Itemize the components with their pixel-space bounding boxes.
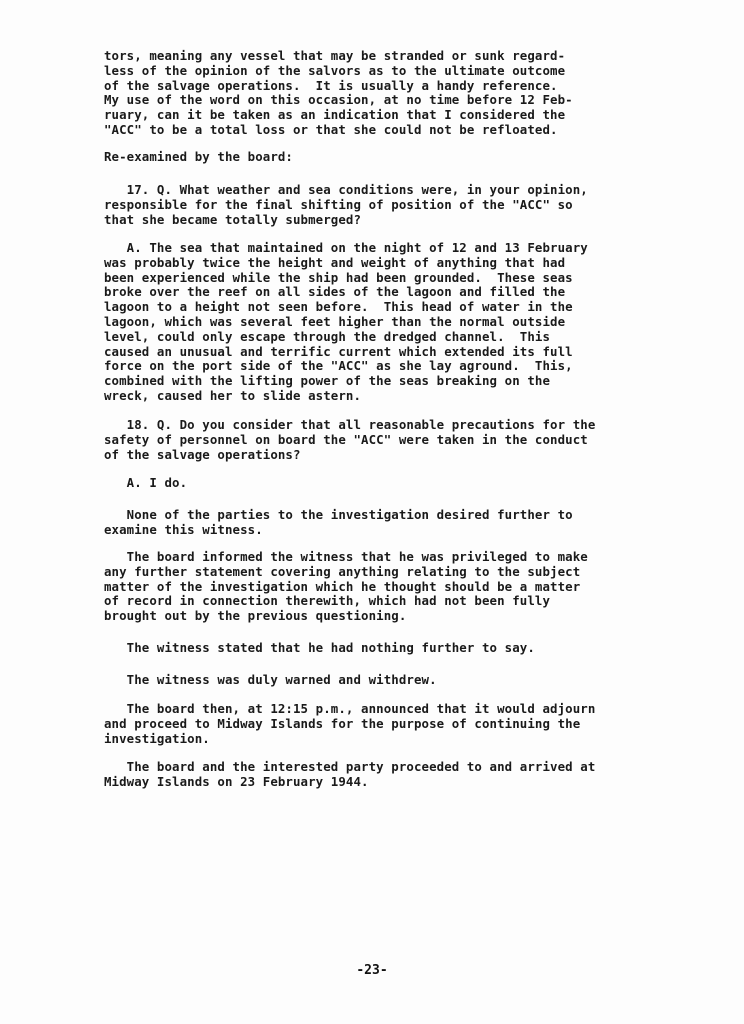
paragraph-nothing-further xyxy=(104,641,679,656)
text-line: My use of the word on this occasion, at no time before 12 Feb- xyxy=(104,92,573,108)
text-line: less of the opinion of the salvors as to the ultimate outcome xyxy=(104,62,566,78)
question-17 xyxy=(104,183,679,227)
text-line: The witness was duly warned and withdrew. xyxy=(104,672,437,687)
text-line: lagoon to a height not seen before. This head of water in the xyxy=(104,299,573,315)
text-line: caused an unusual and terrific current which extended its full xyxy=(104,343,573,359)
paragraph-arrived-midway xyxy=(104,760,679,790)
text-line: 18. Q. Do you consider that all reasonable precautions for the xyxy=(104,417,596,432)
text-line: was probably twice the height and weight of anything that had xyxy=(104,254,566,270)
text-line: any further statement covering anything relating to the subject xyxy=(104,563,581,579)
text-line: Re-examined by the board: xyxy=(104,149,293,164)
text-line: tors, meaning any vessel that may be stranded or sunk regard- xyxy=(104,48,566,63)
text-line: None of the parties to the investigation desired further to xyxy=(104,507,573,522)
answer-18 xyxy=(104,476,679,491)
text-line: force on the port side of the "ACC" as she lay aground. This, xyxy=(104,358,573,374)
text-line: A. The sea that maintained on the night of 12 and 13 February xyxy=(104,240,588,255)
text-line: "ACC" to be a total loss or that she could not be refloated. xyxy=(104,121,558,137)
text-line: A. I do. xyxy=(104,475,188,490)
text-line: combined with the lifting power of the seas breaking on the xyxy=(104,373,551,389)
text-line: Midway Islands on 23 February 1944. xyxy=(104,773,369,789)
text-line: that she became totally submerged? xyxy=(104,211,362,227)
text-line: of the salvage operations? xyxy=(104,446,301,462)
text-line: safety of personnel on board the "ACC" were taken in the conduct xyxy=(104,431,588,447)
text-line: The board and the interested party proceeded to and arrived at xyxy=(104,759,596,774)
text-line: examine this witness. xyxy=(104,521,263,537)
text-line: of the salvage operations. It is usually a handy reference. xyxy=(104,77,558,93)
page-number: -23- xyxy=(356,963,388,978)
text-line: brought out by the previous questioning. xyxy=(104,608,407,624)
text-line: The board informed the witness that he was privileged to make xyxy=(104,549,588,564)
text-line: been experienced while the ship had been grounded. These seas xyxy=(104,269,573,285)
text-line: lagoon, which was several feet higher than the normal outside xyxy=(104,313,566,329)
text-line: responsible for the final shifting of position of the "ACC" so xyxy=(104,196,573,212)
text-line: matter of the investigation which he thought should be a matter xyxy=(104,578,581,594)
paragraph-salvage-continuation xyxy=(104,49,679,138)
text-line: ruary, can it be taken as an indication that I considered the xyxy=(104,107,566,123)
answer-17 xyxy=(104,241,679,404)
text-line: The board then, at 12:15 p.m., announced that it would adjourn xyxy=(104,701,596,716)
text-line: 17. Q. What weather and sea conditions were, in your opinion, xyxy=(104,182,588,197)
text-line: level, could only escape through the dredged channel. This xyxy=(104,328,551,344)
question-18 xyxy=(104,418,679,462)
text-line: broke over the reef on all sides of the lagoon and filled the xyxy=(104,284,566,300)
paragraph-witness-withdrew xyxy=(104,673,679,688)
text-line: and proceed to Midway Islands for the purpose of continuing the xyxy=(104,715,581,731)
paragraph-no-further-examination xyxy=(104,508,679,538)
re-examined-heading xyxy=(104,150,679,165)
paragraph-board-informed xyxy=(104,550,679,624)
text-line: of record in connection therewith, which had not been fully xyxy=(104,593,551,609)
text-line: The witness stated that he had nothing further to say. xyxy=(104,640,535,655)
text-line: investigation. xyxy=(104,730,210,746)
text-line: wreck, caused her to slide astern. xyxy=(104,387,362,403)
paragraph-board-adjourn xyxy=(104,702,679,746)
